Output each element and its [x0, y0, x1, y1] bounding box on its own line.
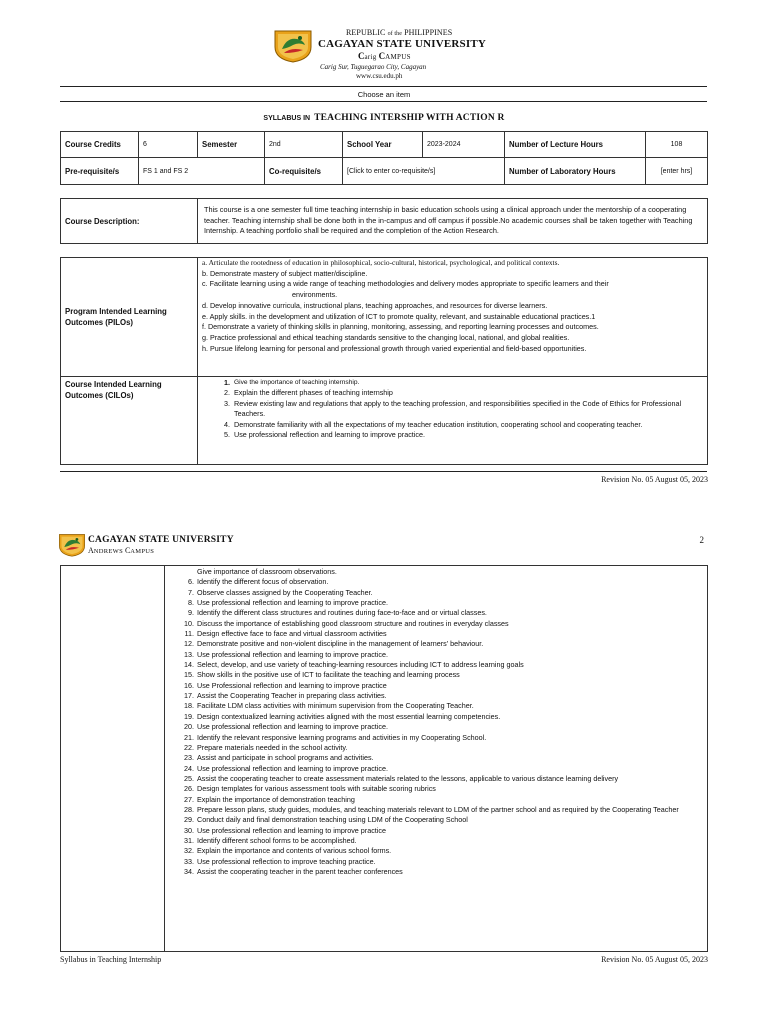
- course-description-label: Course Description:: [61, 199, 198, 244]
- cilo-item: 5. Use professional reflection and learning to improve practice.: [224, 430, 425, 440]
- course-credits-label: Course Credits: [61, 132, 139, 158]
- cilo-item: 34. Assist the cooperating teacher in the parent teacher conferences: [184, 866, 403, 876]
- footer-rule: [60, 471, 707, 472]
- cilo-item: 11. Design effective face to face and virtual classroom activities: [184, 629, 387, 639]
- choose-item-dropdown[interactable]: Choose an item: [357, 90, 411, 99]
- header-rule-2: [60, 101, 707, 102]
- campus-address: Carig Sur, Tuguegarao City, Cagayan: [320, 63, 427, 71]
- republic-line: REPUBLIC of the PHILIPPINES: [346, 28, 453, 37]
- cilo-item: 2. Explain the different phases of teaching internship: [224, 388, 393, 398]
- campus-name: Carig CAMPUS: [358, 51, 411, 61]
- corequisite-value[interactable]: [Click to enter co-requisite/s]: [343, 158, 505, 185]
- footer-title: Syllabus in Teaching Internship: [60, 955, 162, 964]
- cilo-item: 30. Use professional reflection and learning to improve practice: [184, 825, 386, 835]
- page-number: 2: [699, 535, 704, 545]
- cilo-label-cell: [61, 566, 165, 952]
- cilo-item: 13. Use professional reflection and learning to improve practice.: [184, 649, 388, 659]
- pilo-item: d. Develop innovative curricula, instructional plans, teaching approaches, and resources for diverse learners.: [202, 300, 548, 310]
- corequisite-label: Co-requisite/s: [265, 158, 343, 185]
- cilo-list: [198, 377, 708, 465]
- revision-number: Revision No. 05 August 05, 2023: [601, 475, 708, 484]
- university-name: CAGAYAN STATE UNIVERSITY: [318, 38, 487, 50]
- lecture-hours-label: Number of Lecture Hours: [505, 132, 646, 158]
- cilo-item: 7. Observe classes assigned by the Cooperating Teacher.: [188, 587, 373, 597]
- cilo-item: 29. Conduct daily and final demonstration teaching using LDM of the Cooperating School: [184, 815, 468, 825]
- prerequisite-value[interactable]: FS 1 and FS 2: [139, 158, 265, 185]
- pilo-item: e. Apply skills. in the development and utilization of ICT to promote quality, relevant, and sustainable educational practices.1: [202, 311, 596, 321]
- cilo-item: 26. Design templates for various assessment tools with suitable scoring rubrics: [184, 784, 436, 794]
- cilo-item: 16. Use Professional reflection and learning to improve practice: [184, 680, 387, 690]
- pilo-item: f. Demonstrate a variety of thinking skills in planning, monitoring, assessing, and reporting learning processes and outcomes.: [202, 322, 599, 332]
- cilo-item: 21. Identify the relevant responsive learning programs and activities in my Cooperating School.: [184, 732, 487, 742]
- lecture-hours-value[interactable]: 108: [646, 132, 708, 158]
- cilo-item: 31. Identify different school forms to be accomplished.: [184, 835, 357, 845]
- semester-value[interactable]: 2nd: [265, 132, 343, 158]
- pilo-list: [198, 258, 708, 377]
- cilo-label: Course Intended Learning Outcomes (CILOs): [61, 377, 198, 465]
- spacer-row: [61, 244, 708, 258]
- pilo-label: Program Intended Learning Outcomes (PILOs): [61, 258, 198, 377]
- cilo-item: 24. Use professional reflection and learning to improve practice.: [184, 763, 388, 773]
- course-description: This course is a one semester full time teaching internship in basic education schools using a clinical approach under the mentorship of a cooperating teacher. Teaching internship shall be done both in the in-campus and off campus if possible.No academic courses shall be taken together with Teaching Internship. A teaching portfolio shall be required and the completion of the Action Research.: [198, 199, 708, 244]
- cilo-item: 8. Use professional reflection and learning to improve practice.: [188, 598, 388, 608]
- cilo-item: 9. Identify the different class structures and routines during face-to-face and or virtual classes.: [188, 608, 487, 618]
- cilo-item: 28. Prepare lesson plans, study guides, modules, and teaching materials relevant to LDM of the partner school and as required by the Cooperating Teacher: [184, 804, 679, 814]
- school-year-label: School Year: [343, 132, 423, 158]
- course-credits-value[interactable]: 6: [139, 132, 198, 158]
- pilo-item: g. Practice professional and ethical teaching standards sensitive to the changing local, national, and global realities.: [202, 332, 570, 342]
- university-seal-icon: [58, 530, 86, 560]
- school-year-value[interactable]: 2023-2024: [423, 132, 505, 158]
- cilo-item: 17. Assist the Cooperating Teacher in preparing class activities.: [184, 691, 387, 701]
- pilo-item: b. Demonstrate mastery of subject matter/discipline.: [202, 268, 368, 278]
- spacer-row: [61, 185, 708, 199]
- cilo-item: 10. Discuss the importance of establishing good classroom structure and routines in everyday classes: [184, 618, 509, 628]
- cilo-item: 19. Design contextualized learning activities aligned with the most essential learning competencies.: [184, 711, 501, 721]
- cilo-continuation-table: [60, 565, 708, 952]
- cilo-item: 33. Use professional reflection to improve teaching practice.: [184, 856, 376, 866]
- lab-hours-label: Number of Laboratory Hours: [505, 158, 646, 185]
- pilo-item: c. Facilitate learning using a wide range of teaching methodologies and delivery modes appropriate to specific learners and their: [202, 279, 609, 289]
- cilo-item: 20. Use professional reflection and learning to improve practice.: [184, 722, 388, 732]
- cilo-item: 32. Explain the importance and contents of various school forms.: [184, 846, 392, 856]
- cilo-item: 27. Explain the importance of demonstration teaching: [184, 794, 355, 804]
- university-website: www.csu.edu.ph: [356, 72, 403, 80]
- lab-hours-value[interactable]: [enter hrs]: [646, 158, 708, 185]
- prerequisite-label: Pre-requisite/s: [61, 158, 139, 185]
- cilo-item: 23. Assist and participate in school programs and activities.: [184, 753, 374, 763]
- cilo-item: 1. Give the importance of teaching internship.: [224, 378, 360, 387]
- cilo-item: 14. Select, develop, and use variety of teaching-learning resources including ICT to address learning goals: [184, 660, 524, 670]
- pilo-item: h. Pursue lifelong learning for personal and professional growth through varied experiential and field-based opportunities.: [202, 343, 587, 353]
- cilo-item: 6. Identify the different focus of observation.: [188, 577, 329, 587]
- cilo-item: 3. Review existing law and regulations that apply to the teaching profession, and responsibilities specified in the Code of Ethics for Professional Teachers.: [224, 398, 682, 419]
- cilo-item: 4. Demonstrate familiarity with all the expectations of my teacher education institution, cooperating school and cooperating teacher.: [224, 419, 643, 429]
- cilo-item: 15. Show skills in the positive use of ICT to facilitate the teaching and learning process: [184, 670, 460, 680]
- cilo-item: 25. Assist the cooperating teacher to create assessment materials related to the lessons, applicable to various distance learning delivery: [184, 773, 619, 783]
- syllabus-title: SYLLABUS IN TEACHING INTERSHIP WITH ACTION R: [263, 113, 505, 123]
- university-name: CAGAYAN STATE UNIVERSITY: [88, 535, 234, 545]
- cilo-item: 18. Facilitate LDM class activities with minimum supervision from the Cooperating Teacher.: [184, 701, 474, 711]
- cilo-item: Give importance of classroom observations.: [197, 567, 337, 576]
- cilo-item: 22. Prepare materials needed in the school activity.: [184, 742, 348, 752]
- campus-name: ANDREWS CAMPUS: [88, 546, 155, 555]
- header-rule: [60, 86, 707, 87]
- page2-header: [0, 528, 768, 564]
- semester-label: Semester: [198, 132, 265, 158]
- pilo-item: a. Articulate the rootedness of education in philosophical, socio-cultural, historical, psychological, and political contexts.: [202, 258, 560, 267]
- university-seal-icon: [273, 29, 313, 63]
- revision-number: Revision No. 05 August 05, 2023: [601, 955, 708, 964]
- cilo-list-continued: [165, 566, 708, 952]
- cilo-item: 12. Demonstrate positive and non-violent discipline in the management of learners' behaviour.: [184, 639, 484, 649]
- course-info-table: [60, 131, 708, 465]
- pilo-item: environments.: [292, 290, 338, 300]
- page1-header: [0, 26, 768, 88]
